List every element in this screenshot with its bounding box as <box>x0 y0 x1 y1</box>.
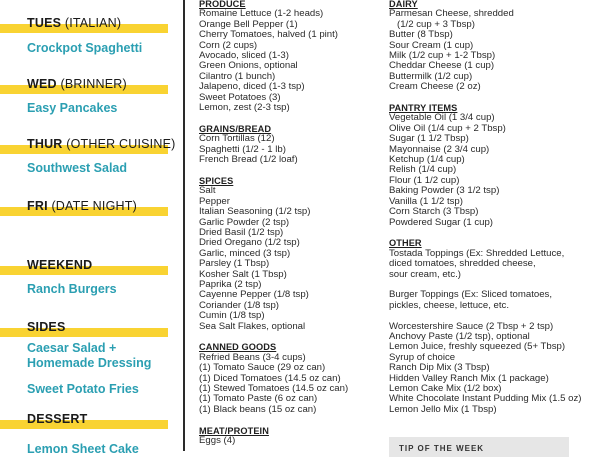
day-label: WED (BRINNER) <box>27 77 127 91</box>
grocery-item: Refried Beans (3-4 cups) <box>199 351 306 363</box>
grocery-item: Mayonnaise (2 3/4 cup) <box>389 143 490 155</box>
grocery-item: Pepper <box>199 195 230 207</box>
grocery-item: Vegetable Oil (1 3/4 cup) <box>389 112 495 124</box>
grocery-item: (1/2 cup + 3 Tbsp) <box>389 18 475 30</box>
grocery-item: Dried Basil (1/2 tsp) <box>199 226 284 238</box>
grocery-item: Relish (1/4 cup) <box>389 164 457 176</box>
grocery-item: Powdered Sugar (1 cup) <box>389 216 493 228</box>
meal-thur[interactable]: Southwest Salad <box>27 161 128 175</box>
grocery-item: Dried Oregano (1/2 tsp) <box>199 237 300 249</box>
other-block-2 <box>389 290 582 311</box>
meal-sides-3[interactable]: Sweet Potato Fries <box>27 382 139 396</box>
grocery-column-2 <box>389 0 582 415</box>
grocery-item: (1) Black beans (15 oz can) <box>199 403 317 415</box>
meal-weekend[interactable]: Ranch Burgers <box>27 282 117 296</box>
grocery-item: Baking Powder (3 1/2 tsp) <box>389 185 500 197</box>
weekly-menu <box>0 0 180 456</box>
grocery-item: Sweet Potatoes (3) <box>199 91 281 103</box>
dairy-list <box>389 9 582 92</box>
grocery-item: Worcestershire Sauce (2 Tbsp + 2 tsp) <box>389 320 554 332</box>
spices-list <box>199 186 348 332</box>
grocery-item: Romaine Lettuce (1-2 heads) <box>199 8 324 20</box>
grains-list <box>199 134 348 165</box>
tip-of-the-week-box <box>389 437 569 457</box>
grocery-item: French Bread (1/2 loaf) <box>199 154 298 166</box>
grocery-item: diced tomatoes, shredded cheese, <box>389 258 536 270</box>
grocery-item: Jalapeno, diced (1-3 tsp) <box>199 81 305 93</box>
grocery-item: Green Onions, optional <box>199 60 298 72</box>
grocery-item: (1) Tomato Sauce (29 oz can) <box>199 362 326 374</box>
grocery-item: Kosher Salt (1 Tbsp) <box>199 268 287 280</box>
grocery-item: Lemon Cake Mix (1/2 box) <box>389 382 502 394</box>
day-label: SIDES <box>27 320 66 334</box>
meal-dessert[interactable]: Lemon Sheet Cake <box>27 442 139 456</box>
grocery-item: Anchovy Paste (1/2 tsp), optional <box>389 330 530 342</box>
section-heading-spices: SPICES <box>199 175 234 186</box>
grocery-item: Orange Bell Pepper (1) <box>199 18 298 30</box>
section-heading-pantry: PANTRY ITEMS <box>389 103 458 114</box>
grocery-column-1 <box>199 0 348 446</box>
grocery-item: Spaghetti (1/2 - 1 lb) <box>199 143 286 155</box>
section-heading-canned: CANNED GOODS <box>199 342 277 353</box>
grocery-item: Sugar (1 1/2 Tbsp) <box>389 133 469 145</box>
pantry-list <box>389 113 582 227</box>
grocery-item: sour cream, etc.) <box>389 268 461 280</box>
grocery-item: Parsley (1 Tbsp) <box>199 258 270 270</box>
grocery-item: White Chocolate Instant Pudding Mix (1.5 oz) <box>389 393 582 405</box>
grocery-item: Corn (2 cups) <box>199 39 258 51</box>
grocery-item: Salt <box>199 185 216 197</box>
grocery-item: Lemon Jello Mix (1 Tbsp) <box>389 403 497 415</box>
grocery-item: Parmesan Cheese, shredded <box>389 8 514 20</box>
grocery-item: Paprika (2 tsp) <box>199 278 262 290</box>
grocery-item: (1) Diced Tomatoes (14.5 oz can) <box>199 372 341 384</box>
grocery-item: Milk (1/2 cup + 1-2 Tbsp) <box>389 50 496 62</box>
section-heading-grains: GRAINS/BREAD <box>199 123 272 134</box>
other-list <box>389 322 582 416</box>
grocery-item: Hidden Valley Ranch Mix (1 package) <box>389 372 549 384</box>
grocery-item: Corn Tortillas (12) <box>199 133 275 145</box>
grocery-item: Tostada Toppings (Ex: Shredded Lettuce, <box>389 247 565 259</box>
meat-list <box>199 436 348 446</box>
grocery-item: Syrup of choice <box>389 351 456 363</box>
other-block-1 <box>389 249 582 280</box>
section-heading-produce: PRODUCE <box>199 0 246 9</box>
grocery-item: Cumin (1/8 tsp) <box>199 310 265 322</box>
grocery-item: Cherry Tomatoes, halved (1 pint) <box>199 29 338 41</box>
grocery-item: Olive Oil (1/4 cup + 2 Tbsp) <box>389 122 506 134</box>
section-heading-dairy: DAIRY <box>389 0 418 9</box>
canned-list <box>199 353 348 415</box>
tip-heading: TIP OF THE WEEK <box>399 444 485 453</box>
grocery-item: Ketchup (1/4 cup) <box>389 154 465 166</box>
day-label: TUES (ITALIAN) <box>27 16 122 30</box>
day-label: WEEKEND <box>27 258 93 272</box>
grocery-item: (1) Tomato Paste (6 oz can) <box>199 393 318 405</box>
grocery-item: Garlic, minced (3 tsp) <box>199 247 291 259</box>
grocery-item: Sour Cream (1 cup) <box>389 39 474 51</box>
grocery-item: Ranch Dip Mix (3 Tbsp) <box>389 362 490 374</box>
grocery-item: Lemon Juice, freshly squeezed (5+ Tbsp) <box>389 341 566 353</box>
grocery-item: Coriander (1/8 tsp) <box>199 299 279 311</box>
grocery-item: Italian Seasoning (1/2 tsp) <box>199 206 311 218</box>
grocery-item: pickles, cheese, lettuce, etc. <box>389 299 509 311</box>
grocery-item: Cheddar Cheese (1 cup) <box>389 60 495 72</box>
section-heading-meat: MEAT/PROTEIN <box>199 425 269 436</box>
grocery-item: Cayenne Pepper (1/8 tsp) <box>199 289 309 301</box>
day-label: THUR (OTHER CUISINE) <box>27 137 176 151</box>
grocery-item: Eggs (4) <box>199 435 236 446</box>
grocery-item: Buttermilk (1/2 cup) <box>389 70 473 82</box>
day-label: FRI (DATE NIGHT) <box>27 199 137 213</box>
grocery-item: (1) Stewed Tomatoes (14.5 oz can) <box>199 382 349 394</box>
grocery-item: Butter (8 Tbsp) <box>389 29 453 41</box>
grocery-item: Corn Starch (3 Tbsp) <box>389 206 479 218</box>
grocery-item: Lemon, zest (2-3 tsp) <box>199 102 290 114</box>
grocery-item: Vanilla (1 1/2 tsp) <box>389 195 463 207</box>
meal-sides-2[interactable]: Homemade Dressing <box>27 356 152 370</box>
produce-list <box>199 9 348 113</box>
meal-wed[interactable]: Easy Pancakes <box>27 101 118 115</box>
column-divider <box>183 0 185 451</box>
grocery-item: Sea Salt Flakes, optional <box>199 320 306 332</box>
grocery-item: Cilantro (1 bunch) <box>199 70 276 82</box>
highlight-bar <box>0 328 168 337</box>
meal-sides-1[interactable]: Caesar Salad + <box>27 341 117 355</box>
grocery-item: Burger Toppings (Ex: Sliced tomatoes, <box>389 289 552 301</box>
grocery-item: Garlic Powder (2 tsp) <box>199 216 290 228</box>
grocery-item: Avocado, sliced (1-3) <box>199 50 289 62</box>
section-heading-other: OTHER <box>389 238 422 249</box>
grocery-item: Cream Cheese (2 oz) <box>389 81 481 93</box>
day-label: DESSERT <box>27 412 88 426</box>
meal-tues[interactable]: Crockpot Spaghetti <box>27 41 143 55</box>
grocery-item: Flour (1 1/2 cup) <box>389 174 460 186</box>
